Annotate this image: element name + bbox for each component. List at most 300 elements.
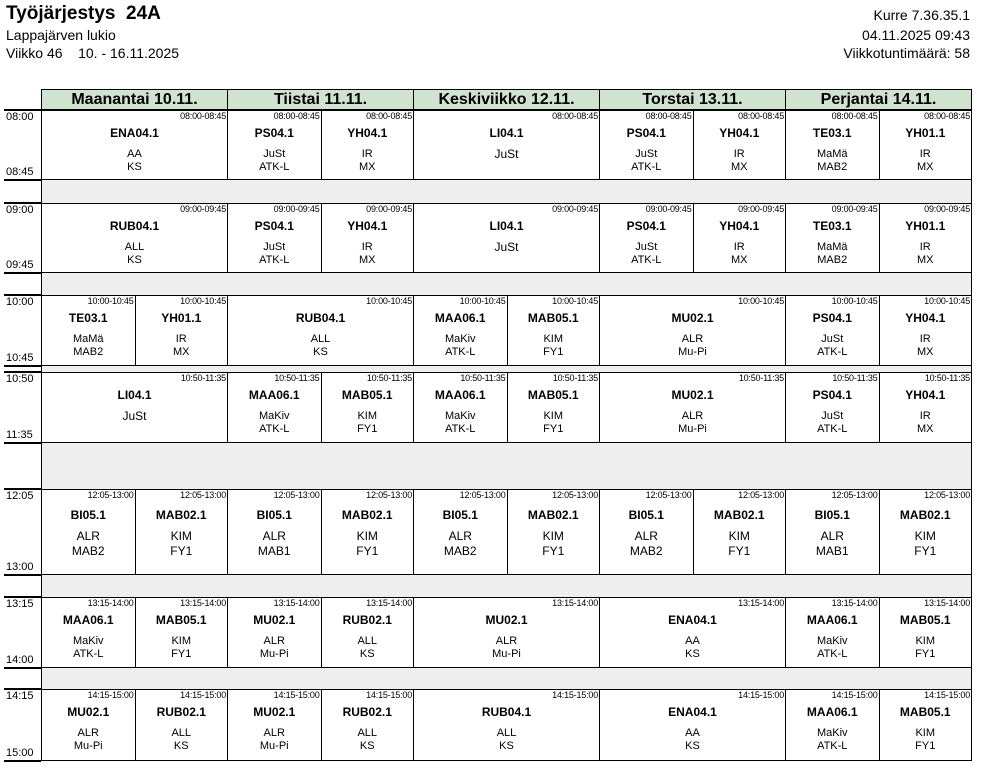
lesson-time: 10:50-11:35 [274, 373, 320, 383]
day-period-cell [227, 295, 414, 366]
lesson-course-code: YH01.1 [905, 126, 946, 140]
lesson-course-code: BI05.1 [70, 508, 106, 522]
period-start-time: 13:15 [6, 598, 34, 610]
lesson-teacher: ALL [496, 727, 517, 739]
lesson-room: FY1 [914, 544, 937, 558]
lesson-teacher: JuSt [263, 241, 286, 253]
lesson-course-code: YH04.1 [719, 126, 760, 140]
lesson-room: MAB2 [443, 544, 477, 558]
lesson-entry[interactable] [879, 490, 972, 574]
lesson-course-code: LI04.1 [489, 219, 524, 233]
lesson-teacher: ALR [76, 529, 100, 543]
lesson-course-code: RUB04.1 [109, 219, 160, 233]
lesson-entry[interactable] [879, 296, 972, 365]
day-period-cell [41, 372, 228, 443]
lesson-teacher: IR [919, 148, 931, 160]
lesson-room: MAB2 [817, 161, 848, 173]
lesson-entry[interactable] [414, 296, 507, 365]
lesson-course-code: ENA04.1 [668, 613, 717, 627]
lesson-time: 12:05-13:00 [645, 490, 692, 500]
software-version: Kurre 7.36.35.1 [873, 7, 970, 23]
day-header: Perjantai 14.11. [785, 89, 972, 110]
weekly-hours: Viikkotuntimäärä: 58 [843, 45, 970, 61]
lesson-time: 13:15-14:00 [87, 598, 134, 608]
day-period-cell [599, 597, 786, 668]
day-period-cell [413, 489, 600, 575]
lesson-time: 10:50-11:35 [924, 373, 970, 383]
lesson-teacher: JuSt [494, 240, 519, 254]
axis-rule [4, 667, 41, 669]
lesson-time: 12:05-13:00 [273, 490, 320, 500]
period-end-time: 15:00 [6, 747, 34, 759]
lesson-entry[interactable] [228, 373, 321, 442]
lesson-teacher: KIM [728, 529, 750, 543]
lesson-time: 08:00-08:45 [366, 111, 412, 121]
lesson-room: KS [499, 740, 514, 752]
lesson-course-code: MU02.1 [253, 613, 296, 627]
lesson-teacher: MaKiv [72, 635, 104, 647]
lesson-time: 13:15-14:00 [180, 598, 226, 608]
lesson-teacher: JuSt [122, 409, 147, 423]
lesson-course-code: YH04.1 [905, 311, 946, 325]
axis-rule [4, 179, 41, 181]
day-period-cell [785, 689, 972, 761]
lesson-time: 12:05-13:00 [366, 490, 412, 500]
lesson-time: 08:00-08:45 [273, 111, 320, 121]
break-row [41, 272, 972, 296]
lesson-course-code: BI05.1 [628, 508, 664, 522]
lesson-entry[interactable] [321, 690, 414, 760]
lesson-entry[interactable] [321, 111, 414, 179]
lesson-room: FY1 [542, 544, 565, 558]
lesson-teacher: ALR [495, 635, 518, 647]
day-period-cell [599, 203, 786, 273]
lesson-teacher: IR [361, 148, 373, 160]
lesson-teacher: JuSt [821, 333, 844, 345]
lesson-entry[interactable] [42, 373, 227, 442]
day-period-cell [599, 372, 786, 443]
lesson-entry[interactable] [135, 690, 228, 760]
lesson-teacher: KIM [356, 529, 378, 543]
lesson-time: 10:00-10:45 [180, 296, 226, 306]
lesson-time: 10:00-10:45 [924, 296, 970, 306]
lesson-entry[interactable] [693, 111, 786, 179]
lesson-room: ATK-L [259, 254, 290, 266]
lesson-teacher: MaMä [72, 333, 104, 345]
lesson-teacher: KIM [357, 410, 378, 422]
day-period-cell [785, 489, 972, 575]
lesson-entry[interactable] [228, 111, 321, 179]
lesson-entry[interactable] [693, 490, 786, 574]
lesson-entry[interactable] [879, 373, 972, 442]
lesson-room: Mu-Pi [259, 740, 289, 752]
lesson-time: 14:15-15:00 [87, 690, 134, 700]
lesson-room: ATK-L [73, 648, 104, 660]
lesson-course-code: TE03.1 [812, 219, 852, 233]
lesson-room: MAB1 [257, 544, 291, 558]
lesson-entry[interactable] [507, 296, 600, 365]
lesson-entry[interactable] [786, 204, 879, 272]
day-period-cell [785, 295, 972, 366]
lesson-time: 10:50-11:35 [366, 373, 412, 383]
lesson-entry[interactable] [414, 111, 599, 179]
lesson-course-code: RUB02.1 [342, 613, 392, 627]
lesson-room: Mu-Pi [73, 740, 103, 752]
lesson-teacher: ALL [124, 241, 145, 253]
lesson-time: 09:00-09:45 [831, 204, 878, 214]
lesson-teacher: ALR [263, 635, 285, 647]
day-period-cell [599, 295, 786, 366]
day-period-cell [227, 110, 414, 180]
lesson-course-code: MAB05.1 [155, 613, 207, 627]
lesson-time: 14:15-15:00 [366, 690, 412, 700]
period-end-time: 08:45 [6, 166, 34, 178]
lesson-time: 08:00-08:45 [552, 111, 598, 121]
lesson-course-code: MAB05.1 [527, 388, 579, 402]
lesson-entry[interactable] [786, 373, 879, 442]
lesson-course-code: MAB05.1 [899, 613, 951, 627]
lesson-entry[interactable] [42, 598, 135, 667]
lesson-time: 10:00-10:45 [552, 296, 598, 306]
lesson-course-code: LI04.1 [489, 126, 524, 140]
lesson-time: 08:00-08:45 [924, 111, 970, 121]
lesson-entry[interactable] [228, 296, 413, 365]
lesson-entry[interactable] [42, 490, 135, 574]
lesson-entry[interactable] [42, 111, 227, 179]
school-name: Lappajärven lukio [6, 27, 116, 43]
lesson-course-code: MAB02.1 [899, 508, 951, 522]
lesson-time: 08:00-08:45 [738, 111, 784, 121]
lesson-time: 10:00-10:45 [459, 296, 506, 306]
lesson-entry[interactable] [786, 598, 879, 667]
lesson-time: 12:05-13:00 [738, 490, 784, 500]
axis-rule [4, 442, 41, 444]
lesson-entry[interactable] [321, 204, 414, 272]
lesson-room: MAB2 [629, 544, 663, 558]
lesson-room: FY1 [357, 423, 378, 435]
lesson-entry[interactable] [321, 373, 414, 442]
lesson-teacher: ALL [357, 635, 378, 647]
lesson-entry[interactable] [600, 373, 785, 442]
lesson-time: 13:15-14:00 [552, 598, 598, 608]
lesson-room: Mu-Pi [492, 648, 521, 660]
lesson-time: 13:15-14:00 [924, 598, 970, 608]
lesson-teacher: ALL [310, 333, 331, 345]
day-period-cell [599, 110, 786, 180]
lesson-entry[interactable] [135, 598, 228, 667]
lesson-room: FY1 [171, 648, 192, 660]
lesson-time: 14:15-15:00 [831, 690, 878, 700]
lesson-teacher: ALR [681, 333, 704, 345]
period-end-time: 11:35 [6, 429, 33, 441]
lesson-entry[interactable] [507, 490, 600, 574]
lesson-time: 12:05-13:00 [924, 490, 970, 500]
period-start-time: 12:05 [6, 490, 34, 502]
lesson-time: 10:50-11:35 [832, 373, 878, 383]
lesson-course-code: RUB02.1 [342, 705, 392, 719]
lesson-teacher: AA [685, 727, 700, 739]
break-row [41, 574, 972, 598]
lesson-teacher: MaKiv [816, 727, 848, 739]
day-period-cell [41, 689, 228, 761]
lesson-time: 14:15-15:00 [180, 690, 226, 700]
day-period-cell [413, 110, 600, 180]
lesson-course-code: YH04.1 [905, 388, 946, 402]
lesson-entry[interactable] [879, 598, 972, 667]
lesson-room: ATK-L [631, 254, 662, 266]
lesson-teacher: MaKiv [444, 333, 476, 345]
lesson-room: KS [173, 740, 189, 752]
day-header: Torstai 13.11. [599, 89, 786, 110]
lesson-teacher: JuSt [635, 148, 658, 160]
lesson-entry[interactable] [228, 598, 321, 667]
lesson-entry[interactable] [42, 296, 135, 365]
lesson-teacher: IR [361, 241, 373, 253]
lesson-time: 10:00-10:45 [366, 296, 412, 306]
lesson-room: FY1 [915, 740, 936, 752]
lesson-time: 10:50-11:35 [180, 373, 226, 383]
lesson-entry[interactable] [600, 111, 693, 179]
lesson-entry[interactable] [228, 490, 321, 574]
lesson-entry[interactable] [600, 490, 693, 574]
lesson-course-code: MAB05.1 [899, 705, 951, 719]
lesson-entry[interactable] [879, 204, 972, 272]
period-start-time: 14:15 [6, 690, 34, 702]
lesson-entry[interactable] [600, 690, 785, 760]
lesson-entry[interactable] [42, 690, 135, 760]
day-period-cell [227, 597, 414, 668]
lesson-entry[interactable] [414, 690, 599, 760]
lesson-room: FY1 [728, 544, 751, 558]
lesson-teacher: MaMä [816, 148, 848, 160]
lesson-entry[interactable] [879, 690, 972, 760]
day-period-cell [227, 689, 414, 761]
lesson-course-code: YH04.1 [347, 126, 388, 140]
lesson-time: 13:15-14:00 [738, 598, 784, 608]
lesson-time: 09:00-09:45 [366, 204, 412, 214]
lesson-room: FY1 [543, 423, 564, 435]
lesson-room: ATK-L [817, 740, 848, 752]
lesson-entry[interactable] [228, 204, 321, 272]
lesson-room: MX [917, 161, 934, 173]
lesson-teacher: ALR [820, 529, 844, 543]
lesson-course-code: YH04.1 [347, 219, 388, 233]
lesson-entry[interactable] [600, 204, 693, 272]
lesson-course-code: MAB02.1 [155, 508, 207, 522]
page-title: Työjärjestys 24A [6, 3, 161, 24]
lesson-course-code: ENA04.1 [110, 126, 159, 140]
lesson-entry[interactable] [507, 373, 600, 442]
lesson-time: 14:15-15:00 [552, 690, 598, 700]
lesson-entry[interactable] [228, 690, 321, 760]
lesson-course-code: MU02.1 [67, 705, 110, 719]
lesson-entry[interactable] [786, 296, 879, 365]
lesson-course-code: RUB04.1 [481, 705, 532, 719]
day-period-cell [413, 689, 600, 761]
lesson-teacher: KIM [170, 529, 192, 543]
lesson-teacher: IR [919, 333, 931, 345]
lesson-teacher: ALR [262, 529, 286, 543]
lesson-time: 14:15-15:00 [924, 690, 970, 700]
lesson-room: KS [685, 648, 700, 660]
lesson-course-code: MU02.1 [253, 705, 296, 719]
lesson-entry[interactable] [414, 204, 599, 272]
lesson-course-code: ENA04.1 [668, 705, 717, 719]
lesson-teacher: MaKiv [444, 410, 476, 422]
lesson-teacher: ALR [681, 410, 704, 422]
lesson-entry[interactable] [786, 690, 879, 760]
lesson-room: ATK-L [445, 423, 476, 435]
day-period-cell [413, 597, 600, 668]
day-period-cell [413, 203, 600, 273]
axis-rule [4, 574, 41, 576]
break-row [41, 179, 972, 204]
lesson-course-code: TE03.1 [68, 311, 108, 325]
lesson-time: 14:15-15:00 [738, 690, 784, 700]
lesson-course-code: PS04.1 [254, 126, 294, 140]
lesson-course-code: YH04.1 [719, 219, 760, 233]
lesson-room: KS [359, 648, 375, 660]
period-start-time: 08:00 [6, 111, 34, 123]
lesson-entry[interactable] [879, 111, 972, 179]
day-period-cell [227, 489, 414, 575]
lesson-time: 13:15-14:00 [366, 598, 412, 608]
lesson-time: 10:50-11:35 [460, 373, 506, 383]
lesson-room: FY1 [915, 648, 936, 660]
lesson-teacher: JuSt [263, 148, 286, 160]
lesson-entry[interactable] [321, 598, 414, 667]
day-period-cell [413, 295, 600, 366]
lesson-room: KS [685, 740, 700, 752]
lesson-entry[interactable] [135, 296, 228, 365]
lesson-time: 08:00-08:45 [180, 111, 226, 121]
lesson-time: 10:00-10:45 [87, 296, 134, 306]
lesson-course-code: TE03.1 [812, 126, 852, 140]
lesson-room: MX [917, 346, 934, 358]
lesson-teacher: AA [685, 635, 700, 647]
lesson-room: Mu-Pi [259, 648, 289, 660]
lesson-teacher: ALR [263, 727, 285, 739]
lesson-course-code: PS04.1 [626, 126, 666, 140]
lesson-course-code: MAB02.1 [341, 508, 393, 522]
lesson-teacher: ALR [634, 529, 658, 543]
lesson-entry[interactable] [414, 598, 599, 667]
lesson-time: 13:15-14:00 [273, 598, 320, 608]
lesson-course-code: MAB05.1 [341, 388, 393, 402]
lesson-teacher: KIM [543, 333, 564, 345]
lesson-teacher: ALL [171, 727, 192, 739]
break-row [41, 667, 972, 690]
lesson-entry[interactable] [42, 204, 227, 272]
lesson-room: MX [731, 254, 748, 266]
lesson-teacher: KIM [915, 635, 936, 647]
lesson-time: 10:50-11:35 [552, 373, 598, 383]
day-period-cell [41, 203, 228, 273]
lesson-entry[interactable] [600, 598, 785, 667]
lesson-room: FY1 [543, 346, 564, 358]
lesson-room: ATK-L [259, 423, 290, 435]
day-header: Keskiviikko 12.11. [413, 89, 600, 110]
lesson-room: MAB2 [817, 254, 848, 266]
lesson-course-code: MAA06.1 [248, 388, 300, 402]
lesson-teacher: KIM [543, 410, 564, 422]
lesson-course-code: MAA06.1 [62, 613, 114, 627]
lesson-room: Mu-Pi [678, 346, 707, 358]
lesson-teacher: KIM [914, 529, 936, 543]
lesson-room: MAB1 [815, 544, 849, 558]
day-period-cell [41, 110, 228, 180]
lesson-course-code: PS04.1 [812, 311, 852, 325]
lesson-entry[interactable] [414, 490, 507, 574]
lesson-course-code: LI04.1 [117, 388, 152, 402]
lesson-room: KS [127, 161, 142, 173]
lesson-course-code: MAB02.1 [527, 508, 579, 522]
axis-rule [4, 272, 41, 274]
lesson-teacher: ALL [357, 727, 378, 739]
lesson-entry[interactable] [693, 204, 786, 272]
period-end-time: 13:00 [6, 561, 34, 573]
day-header: Maanantai 10.11. [41, 89, 228, 110]
lesson-course-code: YH01.1 [161, 311, 202, 325]
lesson-entry[interactable] [786, 111, 879, 179]
lesson-teacher: KIM [171, 635, 192, 647]
lesson-room: ATK-L [445, 346, 476, 358]
lesson-course-code: BI05.1 [814, 508, 850, 522]
lesson-time: 09:00-09:45 [738, 204, 784, 214]
lesson-teacher: JuSt [635, 241, 658, 253]
lesson-time: 09:00-09:45 [645, 204, 692, 214]
lesson-teacher: IR [919, 241, 931, 253]
lesson-teacher: JuSt [821, 410, 844, 422]
lesson-course-code: PS04.1 [254, 219, 294, 233]
lesson-entry[interactable] [786, 490, 879, 574]
lesson-course-code: MAA06.1 [434, 388, 486, 402]
day-period-cell [785, 372, 972, 443]
lesson-course-code: MAB05.1 [527, 311, 579, 325]
lesson-room: ATK-L [817, 423, 848, 435]
lesson-entry[interactable] [135, 490, 228, 574]
lesson-teacher: MaKiv [258, 410, 290, 422]
lesson-entry[interactable] [321, 490, 414, 574]
lesson-teacher: IR [733, 148, 745, 160]
lesson-time: 13:15-14:00 [831, 598, 878, 608]
lesson-room: MX [173, 346, 190, 358]
lesson-room: MAB2 [71, 544, 105, 558]
lesson-time: 10:00-10:45 [738, 296, 784, 306]
day-period-cell [413, 372, 600, 443]
lesson-teacher: ALR [77, 727, 99, 739]
period-end-time: 10:45 [6, 352, 34, 364]
lesson-teacher: MaKiv [816, 635, 848, 647]
lesson-teacher: JuSt [494, 147, 519, 161]
lesson-room: KS [127, 254, 142, 266]
lesson-course-code: RUB02.1 [156, 705, 206, 719]
day-period-cell [227, 203, 414, 273]
day-period-cell [599, 689, 786, 761]
lesson-time: 08:00-08:45 [831, 111, 878, 121]
lesson-time: 12:05-13:00 [180, 490, 226, 500]
lesson-room: MX [359, 161, 376, 173]
lesson-teacher: IR [175, 333, 187, 345]
lesson-entry[interactable] [600, 296, 785, 365]
lesson-room: KS [313, 346, 328, 358]
day-period-cell [785, 597, 972, 668]
lesson-room: Mu-Pi [678, 423, 707, 435]
lesson-entry[interactable] [414, 373, 507, 442]
lesson-teacher: IR [733, 241, 745, 253]
day-period-cell [227, 372, 414, 443]
period-start-time: 10:50 [6, 373, 34, 385]
